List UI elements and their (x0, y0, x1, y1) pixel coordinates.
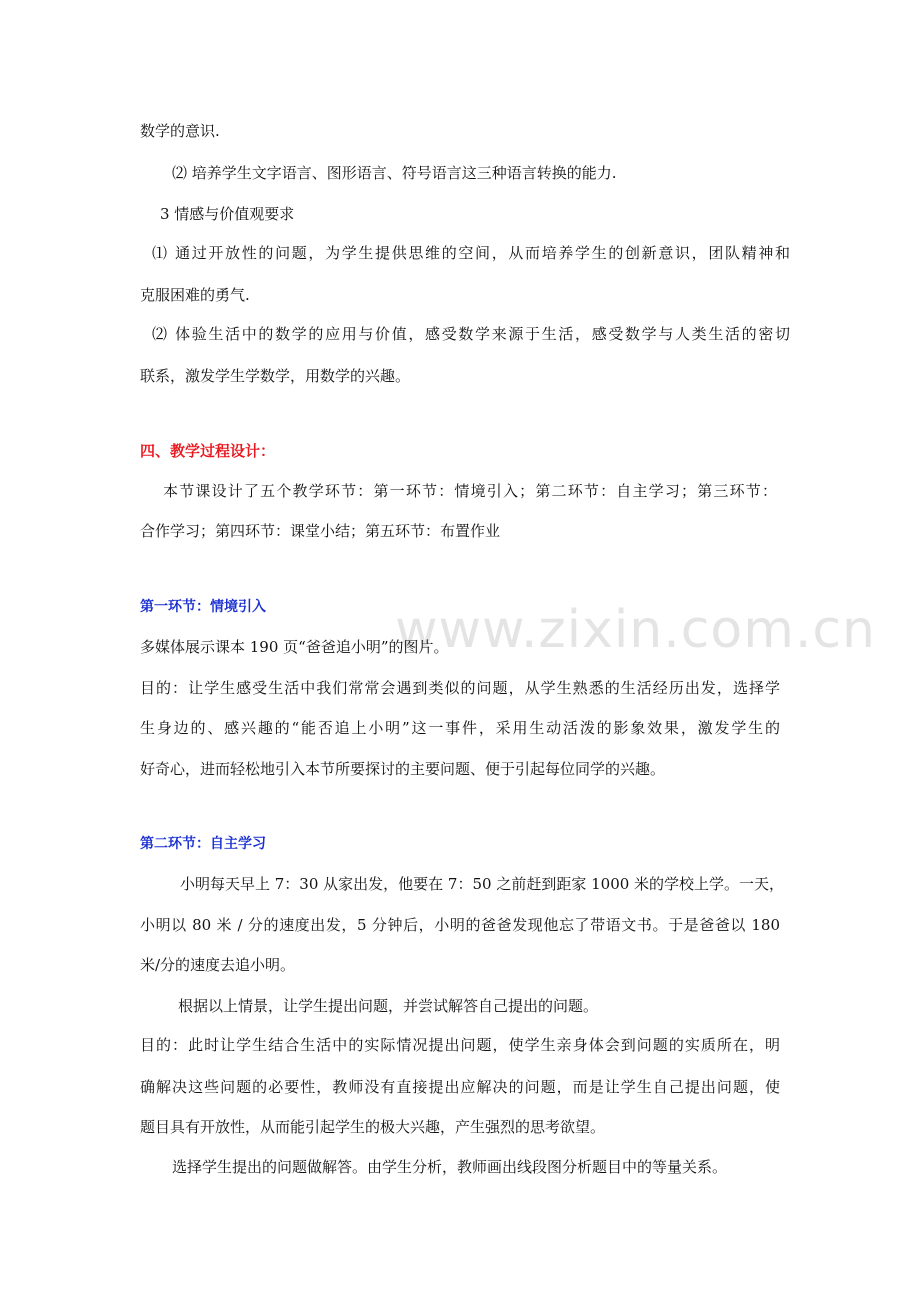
text-line: 数学的意识. (140, 122, 220, 140)
text-line: 米/分的速度去追小明。 (140, 956, 296, 974)
text-line: 小明每天早上 7：30 从家出发，他要在 7：50 之前赶到距家 1000 米的学校上学。一天， (180, 875, 785, 893)
text-line: ⑴ 通过开放性的问题，为学生提供思维的空间，从而培养学生的创新意识，团队精神和 (152, 244, 790, 262)
text-line: 好奇心，进而轻松地引入本节所要探讨的主要问题、便于引起每位同学的兴趣。 (140, 760, 666, 778)
text-line: 联系，激发学生学数学，用数学的兴趣。 (140, 367, 411, 385)
text-line: 本节课设计了五个教学环节：第一环节：情境引入；第二环节：自主学习；第三环节： (163, 482, 777, 500)
text-line: 克服困难的勇气. (140, 286, 250, 304)
section-heading-teaching-process: 四、教学过程设计： (140, 442, 276, 460)
text-line: 目的：让学生感受生活中我们常常会遇到类似的问题，从学生熟悉的生活经历出发，选择学 (140, 679, 780, 697)
text-line: 选择学生提出的问题做解答。由学生分析，教师画出线段图分析题目中的等量关系。 (172, 1158, 728, 1176)
text-line: 目的：此时让学生结合生活中的实际情况提出问题，使学生亲身体会到问题的实质所在，明 (140, 1036, 780, 1054)
text-line: 合作学习；第四环节：课堂小结；第五环节：布置作业 (140, 522, 501, 540)
text-line: ⑵ 培养学生文字语言、图形语言、符号语言这三种语言转换的能力. (172, 164, 617, 182)
watermark: www.zixin.com.cn (395, 600, 876, 660)
text-line: 小明以 80 米 / 分的速度出发，5 分钟后，小明的爸爸发现他忘了带语文书。于是爸爸以 180 (140, 916, 780, 934)
text-line: 确解决这些问题的必要性，教师没有直接提出应解决的问题，而是让学生自己提出问题，使 (140, 1078, 780, 1096)
text-line: 多媒体展示课本 190 页“爸爸追小明”的图片。 (140, 638, 449, 656)
subsection-heading-1: 第一环节：情境引入 (140, 599, 266, 615)
text-line: 根据以上情景，让学生提出问题，并尝试解答自己提出的问题。 (178, 997, 599, 1015)
text-line: 生身边的、感兴趣的“能否追上小明”这一事件，采用生动活泼的影象效果，激发学生的 (140, 719, 780, 737)
section-heading-3: 3 情感与价值观要求 (160, 205, 295, 223)
text-line: 题目具有开放性，从而能引起学生的极大兴趣，产生强烈的思考欲望。 (140, 1118, 606, 1136)
text-line: ⑵ 体验生活中的数学的应用与价值，感受数学来源于生活，感受数学与人类生活的密切 (152, 325, 790, 343)
subsection-heading-2: 第二环节：自主学习 (140, 836, 266, 852)
